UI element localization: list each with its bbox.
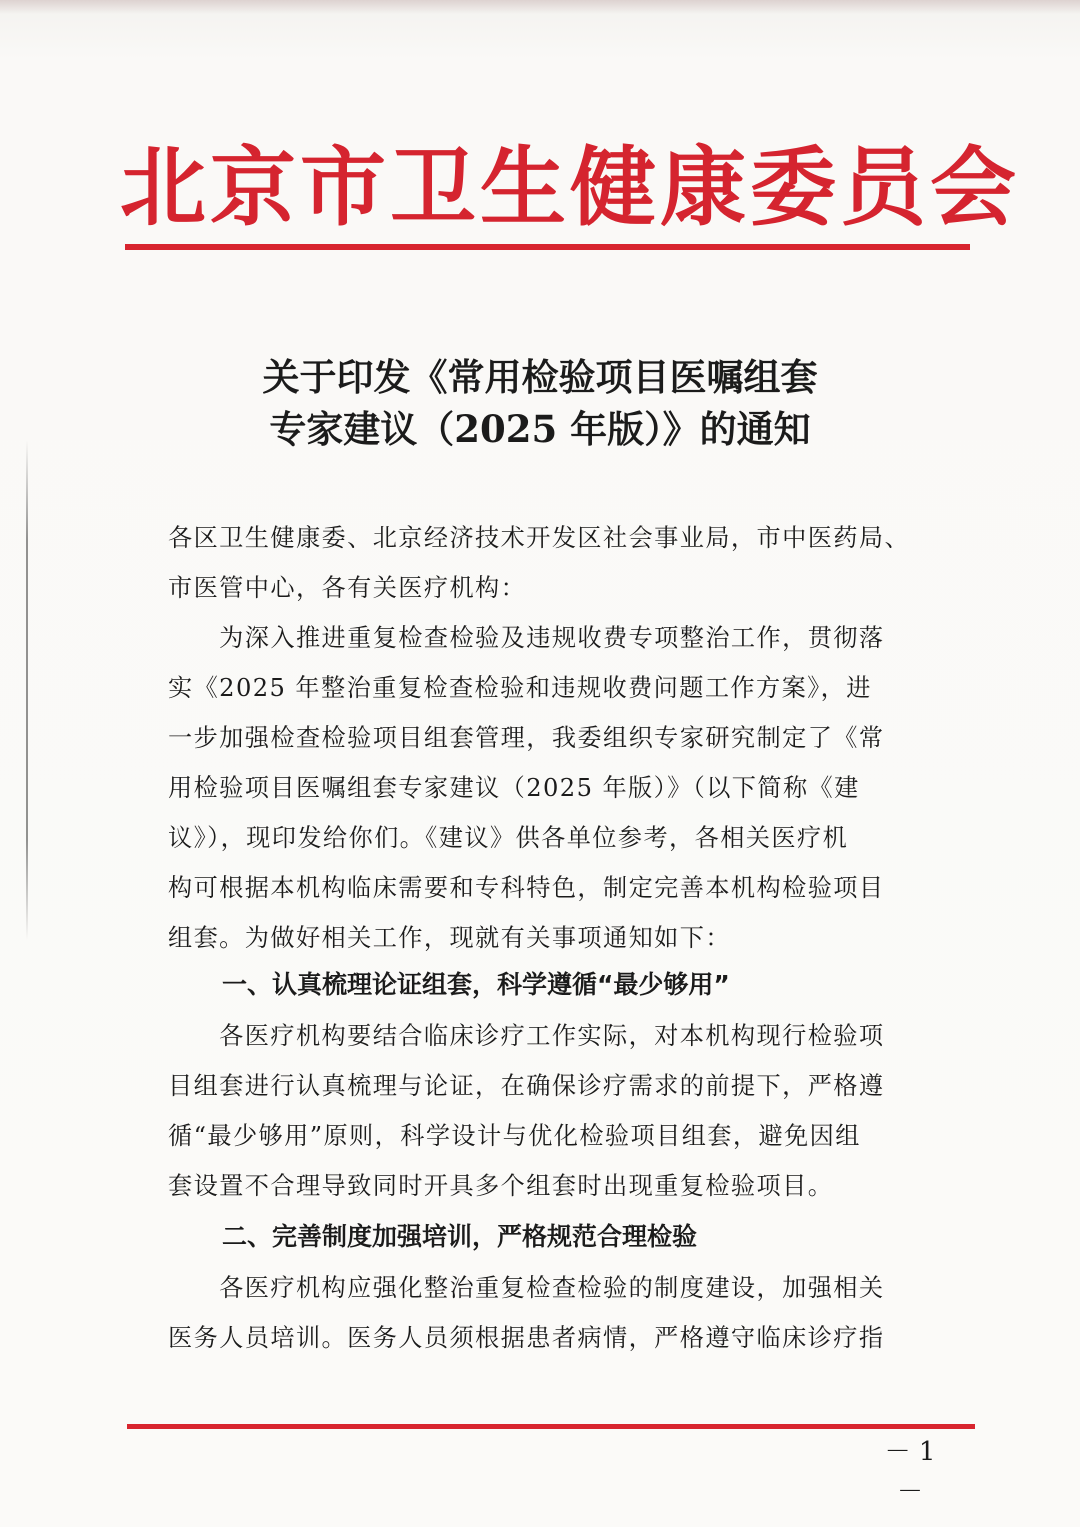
document-title-line-2: 专家建议（2025 年版）》的通知 <box>269 407 811 451</box>
section-1-line-3: 循“最少够用”原则，科学设计与优化检验项目组套，避免因组 <box>168 1122 861 1150</box>
scan-edge-shadow <box>0 0 1080 14</box>
section-1-line-2: 目组套进行认真梳理与论证，在确保诊疗需求的前提下，严格遵 <box>168 1072 885 1100</box>
section-2-heading: 二、完善制度加强培训，严格规范合理检验 <box>222 1222 698 1251</box>
footer-red-rule <box>127 1424 975 1429</box>
intro-line-6: 构可根据本机构临床需要和专科特色，制定完善本机构检验项目 <box>168 874 885 902</box>
intro-line-4: 用检验项目医嘱组套专家建议（2025 年版）》（以下简称《建 <box>168 774 860 802</box>
recipient-line-1: 各区卫生健康委、北京经济技术开发区社会事业局，市中医药局、 <box>168 524 911 552</box>
intro-line-5: 议》），现印发给你们。《建议》供各单位参考，各相关医疗机 <box>168 824 849 852</box>
intro-line-2: 实《2025 年整治重复检查检验和违规收费问题工作方案》，进 <box>168 674 872 702</box>
section-1-heading: 一、认真梳理论证组套，科学遵循“最少够用” <box>222 970 730 999</box>
page-number: － 1 － <box>884 1437 936 1507</box>
section-2-line-1: 各医疗机构应强化整治重复检查检验的制度建设，加强相关 <box>168 1274 885 1302</box>
header-red-rule <box>125 244 970 250</box>
section-1-line-1: 各医疗机构要结合临床诊疗工作实际，对本机构现行检验项 <box>168 1022 885 1050</box>
section-1-line-4: 套设置不合理导致同时开具多个组套时出现重复检验项目。 <box>168 1172 834 1200</box>
intro-line-7: 组套。为做好相关工作，现就有关事项通知如下： <box>168 924 731 952</box>
binding-mark <box>26 440 28 940</box>
document-title-line-1: 关于印发《常用检验项目医嘱组套 <box>262 355 818 399</box>
section-2-line-2: 医务人员培训。医务人员须根据患者病情，严格遵守临床诊疗指 <box>168 1324 885 1352</box>
issuer-header: 北京市卫生健康委员会 <box>120 138 1020 238</box>
intro-line-1: 为深入推进重复检查检验及违规收费专项整治工作，贯彻落 <box>168 624 885 652</box>
intro-line-3: 一步加强检查检验项目组套管理，我委组织专家研究制定了《常 <box>168 724 885 752</box>
recipient-line-2: 市医管中心，各有关医疗机构： <box>168 574 527 602</box>
